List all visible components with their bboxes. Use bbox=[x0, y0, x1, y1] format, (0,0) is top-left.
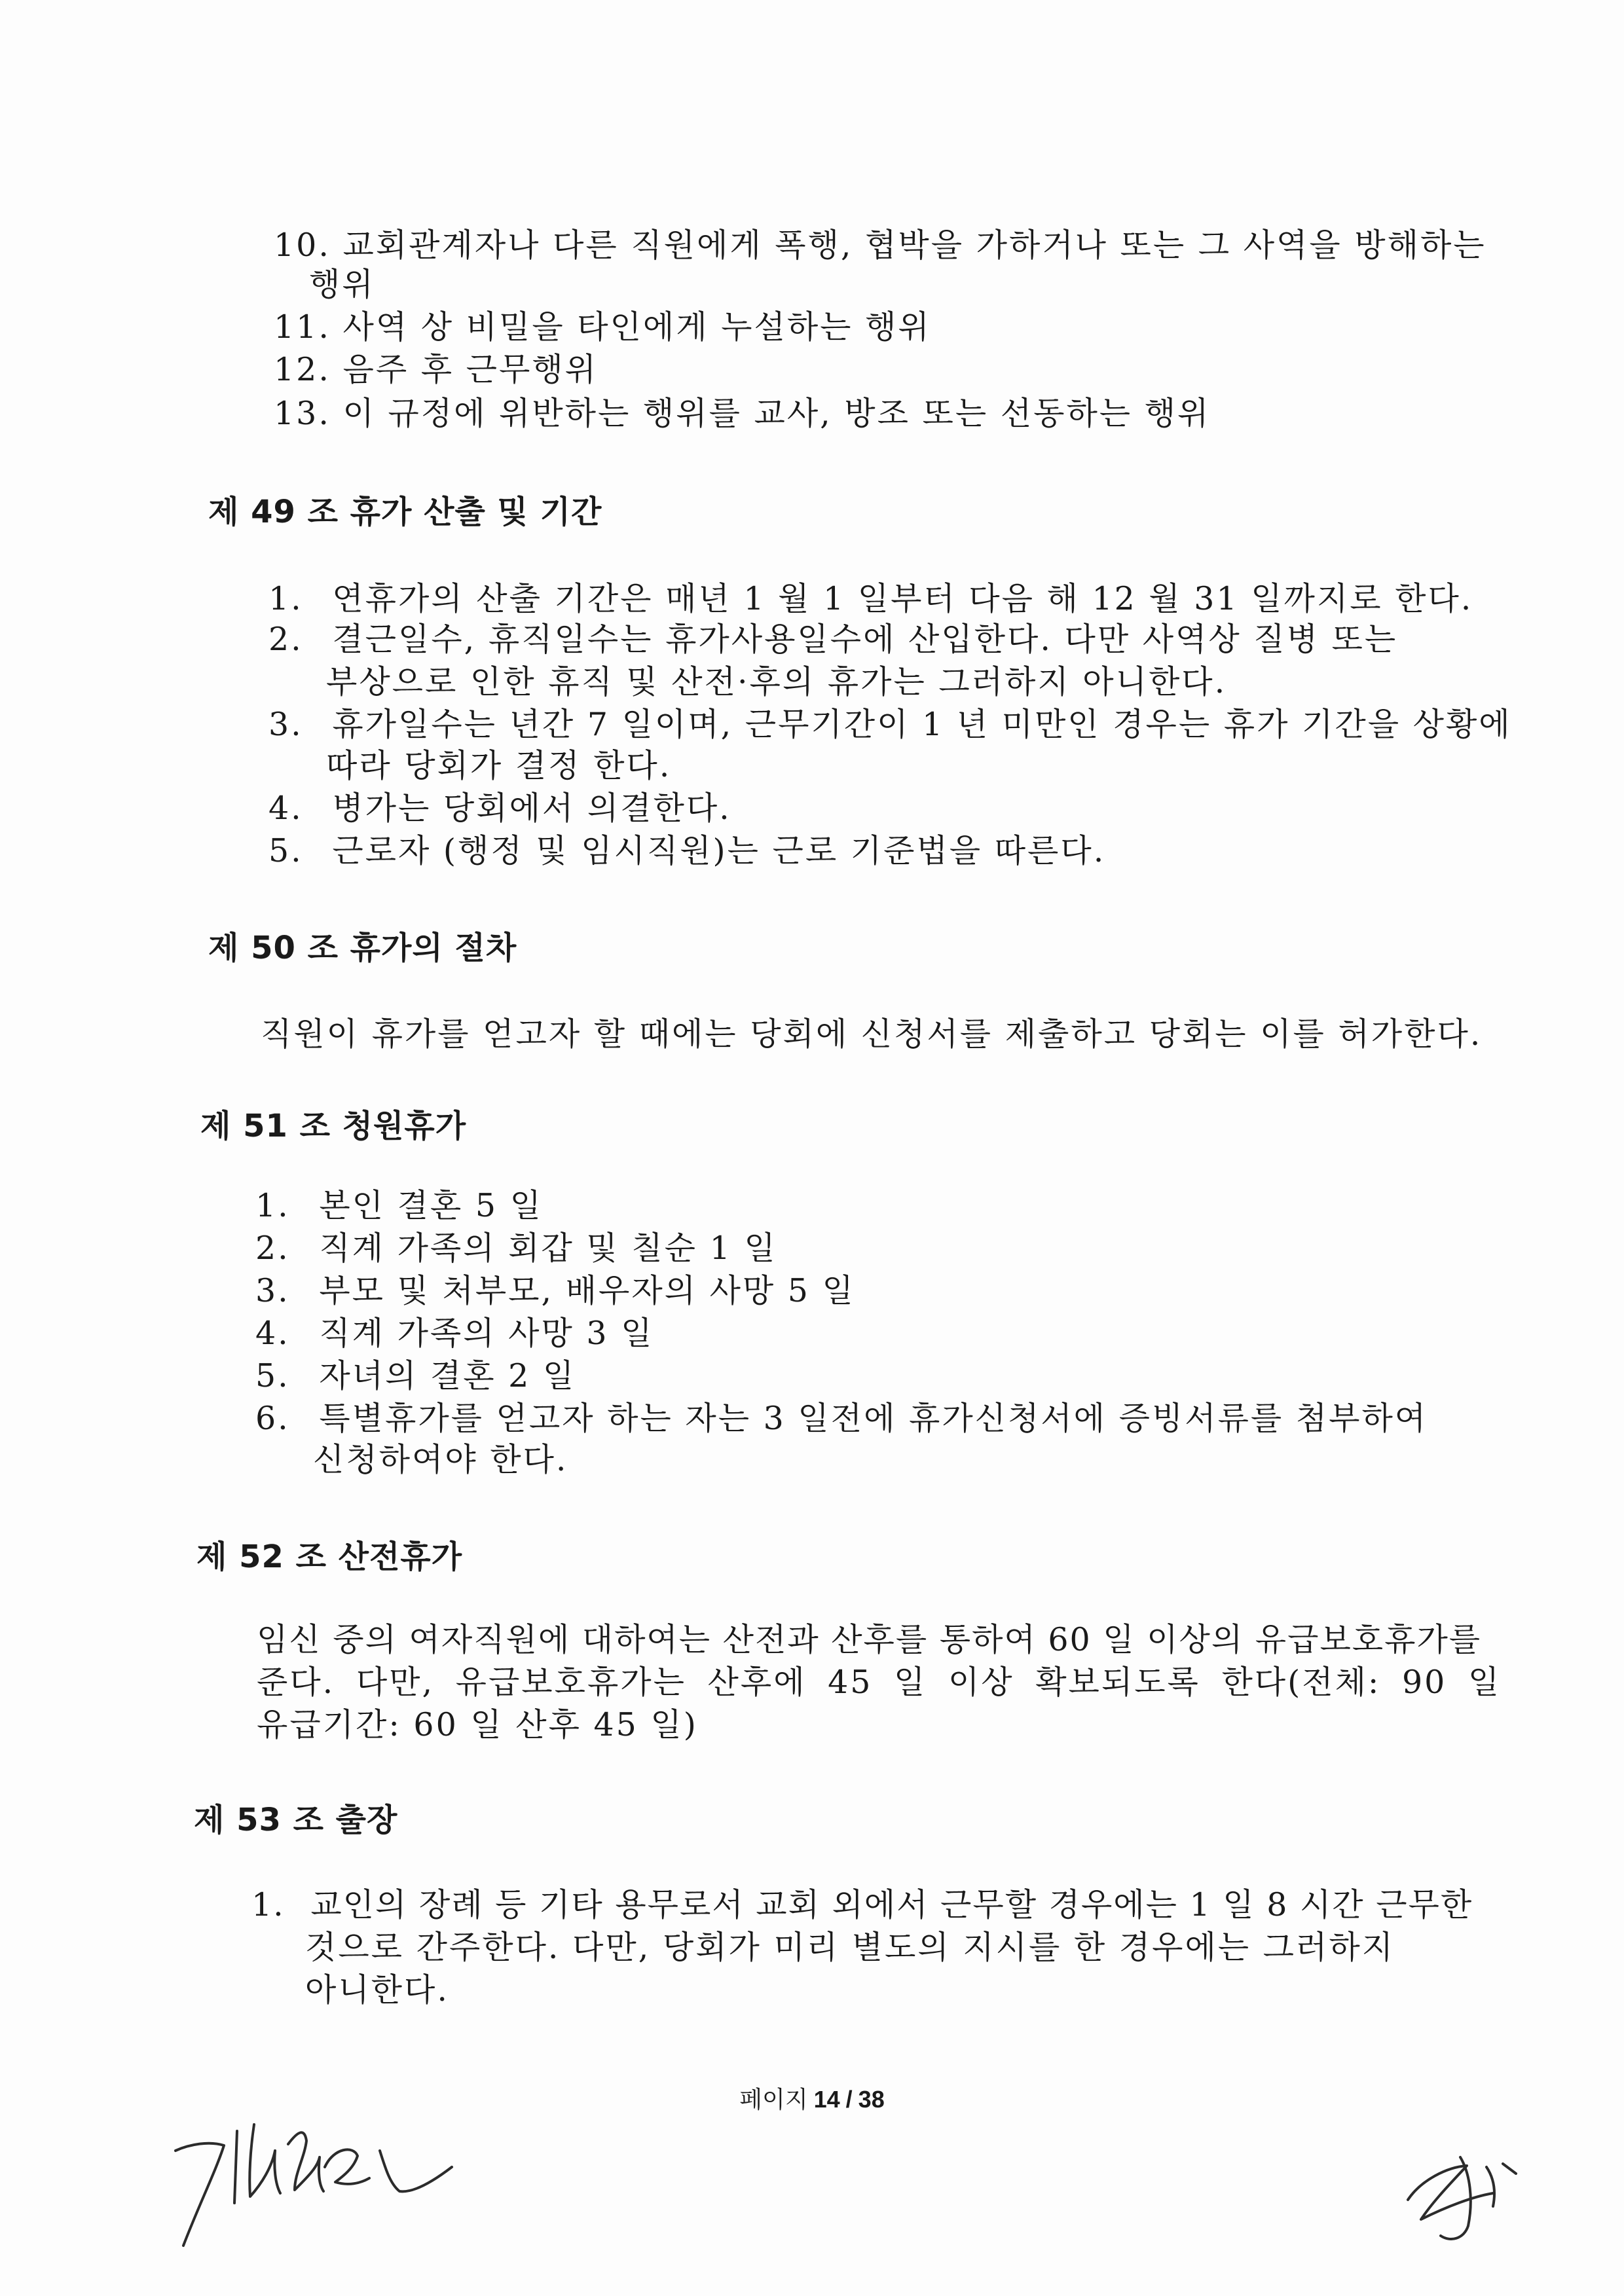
list-number: 4. bbox=[268, 790, 303, 827]
art49-item-3-cont: 따라 당회가 결정 한다. bbox=[326, 747, 672, 784]
list-text: 이 규정에 위반하는 행위를 교사, 방조 또는 선동하는 행위 bbox=[342, 395, 1211, 432]
list-text: 음주 후 근무행위 bbox=[342, 351, 599, 388]
list-text: 사역 상 비밀을 타인에게 누설하는 행위 bbox=[342, 308, 931, 346]
list-number: 4. bbox=[255, 1315, 290, 1352]
list-number: 3. bbox=[268, 706, 303, 743]
list-number: 13. bbox=[274, 395, 331, 432]
page-total: 38 bbox=[858, 2086, 885, 2113]
list-number: 2. bbox=[268, 621, 303, 658]
list-number: 11. bbox=[274, 308, 331, 346]
list-number: 2. bbox=[255, 1230, 290, 1267]
art51-item-6 bbox=[255, 1399, 1428, 1438]
list-number: 1. bbox=[255, 1187, 290, 1224]
art52-line-2: 준다. 다만, 유급보호휴가는 산후에 45 일 이상 확보되도록 한다(전체: 90 일 bbox=[257, 1664, 1502, 1701]
list-item-13 bbox=[274, 394, 1210, 433]
list-text: 본인 결혼 5 일 bbox=[319, 1187, 543, 1224]
art51-item-4 bbox=[255, 1314, 654, 1353]
list-item-12 bbox=[274, 350, 598, 390]
art51-item-1 bbox=[255, 1186, 543, 1226]
list-text: 직계 가족의 사망 3 일 bbox=[319, 1315, 654, 1352]
list-text: 특별휴가를 얻고자 하는 자는 3 일전에 휴가신청서에 증빙서류를 첨부하여 bbox=[319, 1400, 1428, 1437]
list-item-10-cont: 행위 bbox=[309, 266, 375, 303]
art49-item-3 bbox=[268, 705, 1512, 744]
list-text: 근로자 (행정 및 임시직원)는 근로 기준법을 따른다. bbox=[332, 832, 1106, 869]
art52-line-3: 유급기간: 60 일 산후 45 일) bbox=[257, 1706, 698, 1743]
handwritten-initials-right bbox=[1395, 2128, 1539, 2259]
art51-item-6-cont: 신청하여야 한다. bbox=[313, 1441, 568, 1478]
list-item-10 bbox=[274, 226, 1486, 265]
art53-item-1 bbox=[251, 1886, 1473, 1925]
list-number: 3. bbox=[255, 1272, 290, 1309]
page-separator: / bbox=[845, 2086, 853, 2113]
art49-item-1 bbox=[268, 579, 1473, 619]
article-53-heading: 제 53 조 출장 bbox=[194, 1802, 398, 1838]
list-text: 연휴가의 산출 기간은 매년 1 월 1 일부터 다음 해 12 월 31 일까지로 한다. bbox=[332, 580, 1473, 617]
list-number: 1. bbox=[268, 580, 303, 617]
page-current: 14 bbox=[813, 2086, 840, 2113]
art49-item-2 bbox=[268, 620, 1397, 659]
list-text: 교인의 장례 등 기타 용무로서 교회 외에서 근무할 경우에는 1 일 8 시간 근무한 bbox=[310, 1886, 1473, 1923]
article-49-heading: 제 49 조 휴가 산출 및 기간 bbox=[208, 494, 602, 530]
list-text: 직계 가족의 회갑 및 칠순 1 일 bbox=[319, 1230, 777, 1267]
list-text: 교회관계자나 다른 직원에게 폭행, 협박을 가하거나 또는 그 사역을 방해하는 bbox=[342, 227, 1486, 264]
article-50-heading: 제 50 조 휴가의 절차 bbox=[208, 930, 517, 966]
list-number: 10. bbox=[274, 227, 331, 264]
art49-item-5 bbox=[268, 831, 1105, 871]
list-number: 12. bbox=[274, 351, 331, 388]
list-text: 자녀의 결혼 2 일 bbox=[319, 1357, 576, 1394]
list-text: 부모 및 처부모, 배우자의 사망 5 일 bbox=[319, 1272, 855, 1309]
art52-line-1: 임신 중의 여자직원에 대하여는 산전과 산후를 통하여 60 일 이상의 유급보호휴가를 bbox=[257, 1621, 1482, 1658]
art53-item-1-cont-2: 아니한다. bbox=[305, 1971, 449, 2009]
art50-text: 직원이 휴가를 얻고자 할 때에는 당회에 신청서를 제출하고 당회는 이를 허가한다. bbox=[261, 1015, 1483, 1053]
art49-item-2-cont: 부상으로 인한 휴직 및 산전·후의 휴가는 그러하지 아니한다. bbox=[326, 663, 1227, 701]
list-number: 5. bbox=[255, 1357, 290, 1394]
list-text: 병가는 당회에서 의결한다. bbox=[332, 790, 731, 827]
list-number: 1. bbox=[251, 1886, 285, 1923]
list-number: 6. bbox=[255, 1400, 290, 1437]
art51-item-5 bbox=[255, 1357, 576, 1396]
art49-item-4 bbox=[268, 789, 731, 828]
art51-item-3 bbox=[255, 1271, 855, 1311]
art51-item-2 bbox=[255, 1229, 777, 1268]
list-number: 5. bbox=[268, 832, 303, 869]
list-text: 결근일수, 휴직일수는 휴가사용일수에 산입한다. 다만 사역상 질병 또는 bbox=[332, 621, 1398, 658]
list-text: 휴가일수는 년간 7 일이며, 근무기간이 1 년 미만인 경우는 휴가 기간을 상황에 bbox=[332, 706, 1512, 743]
art53-item-1-cont-1: 것으로 간주한다. 다만, 당회가 미리 별도의 지시를 한 경우에는 그러하지 bbox=[305, 1929, 1395, 1966]
handwritten-signature-left bbox=[164, 2105, 478, 2262]
list-item-11 bbox=[274, 308, 931, 347]
article-51-heading: 제 51 조 청원휴가 bbox=[200, 1108, 467, 1144]
article-52-heading: 제 52 조 산전휴가 bbox=[196, 1539, 463, 1575]
page-label: 페이지 bbox=[739, 2086, 808, 2113]
